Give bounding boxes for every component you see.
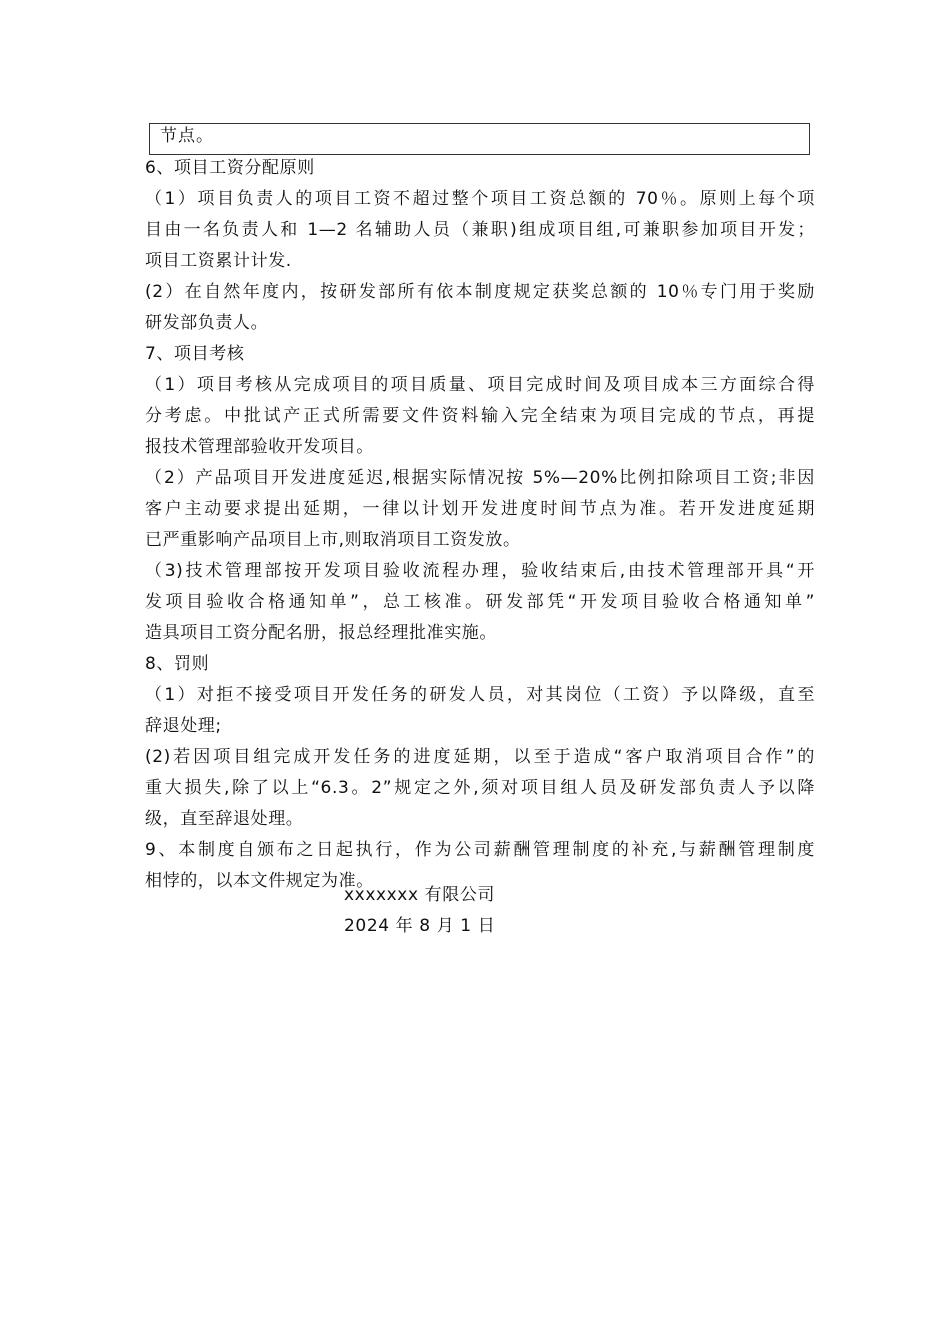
paragraph-line: 项目工资累计计发. [145,251,292,271]
company-name: xxxxxxx 有限公司 [344,885,496,905]
paragraph-line: 重大损失,除了以上“6.3。2”规定之外,须对项目组人员及研发部负责人予以降 [145,778,815,798]
signature-date: 2024 年 8 月 1 日 [344,916,496,936]
continuation-text: 节点。 [160,126,214,146]
paragraph-line: 相悖的，以本文件规定为准。 [145,871,374,891]
section-heading-9: 9、本制度自颁布之日起执行，作为公司薪酬管理制度的补充,与薪酬管理制度 [145,840,815,860]
paragraph-line: 客户主动要求提出延期，一律以计划开发进度时间节点为准。若开发进度延期 [145,499,815,519]
section-heading-7: 7、项目考核 [145,344,245,364]
signature-block [344,880,644,942]
continuation-table-cell [149,123,810,155]
paragraph-line: （1）对拒不接受项目开发任务的研发人员，对其岗位（工资）予以降级，直至 [145,685,815,705]
section-heading-8: 8、罚则 [145,654,210,674]
document-body [145,153,815,897]
paragraph-line: （3)技术管理部按开发项目验收流程办理，验收结束后,由技术管理部开具“开 [145,561,815,581]
paragraph-line: （1）项目负责人的项目工资不超过整个项目工资总额的 70％。原则上每个项 [145,189,815,209]
paragraph-line: （2）产品项目开发进度延迟,根据实际情况按 5%—20%比例扣除项目工资;非因 [145,468,815,488]
paragraph-line: 分考虑。中批试产正式所需要文件资料输入完全结束为项目完成的节点，再提 [145,406,815,426]
paragraph-line: 报技术管理部验收开发项目。 [145,437,374,457]
paragraph-line: 辞退处理; [145,716,222,736]
paragraph-line: 研发部负责人。 [145,313,269,333]
paragraph-line: （1）项目考核从完成项目的项目质量、项目完成时间及项目成本三方面综合得 [145,375,815,395]
paragraph-line: 造具项目工资分配名册，报总经理批准实施。 [145,623,497,643]
paragraph-line: 级，直至辞退处理。 [145,809,304,829]
paragraph-line: 目由一名负责人和 1—2 名辅助人员（兼职)组成项目组,可兼职参加项目开发； [145,220,815,240]
section-heading-6: 6、项目工资分配原则 [145,158,315,178]
paragraph-line: 已严重影响产品项目上市,则取消项目工资发放。 [145,530,521,550]
paragraph-line: (2）在自然年度内，按研发部所有依本制度规定获奖总额的 10％专门用于奖励 [145,282,815,302]
paragraph-line: 发项目验收合格通知单”，总工核准。研发部凭“开发项目验收合格通知单” [145,592,815,612]
paragraph-line: (2)若因项目组完成开发任务的进度延期，以至于造成“客户取消项目合作”的 [145,747,815,767]
